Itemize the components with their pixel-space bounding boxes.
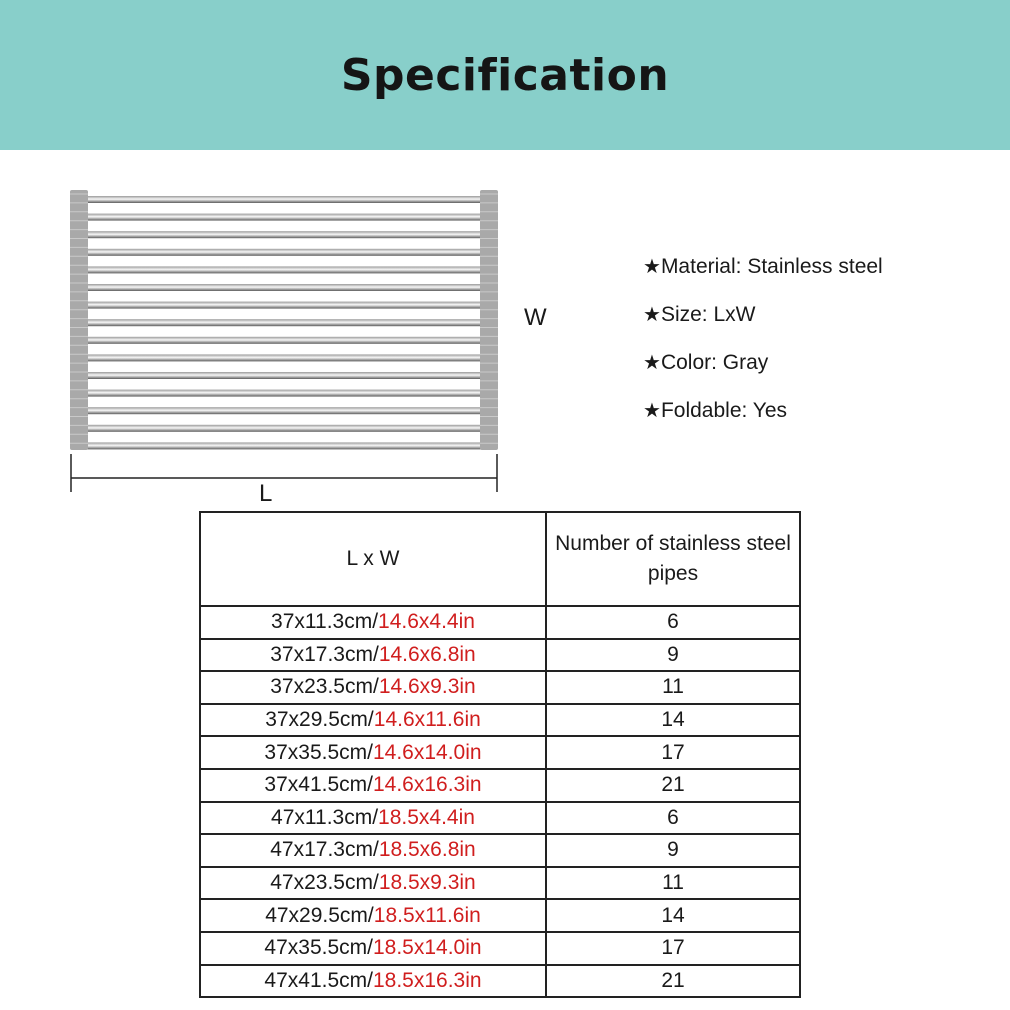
- dish-rack-illustration: [68, 184, 498, 454]
- size-cm: 37x23.5cm/: [270, 675, 379, 699]
- rack-pipe: [82, 372, 484, 379]
- rack-left-end: [70, 190, 88, 450]
- rack-pipe: [82, 337, 484, 344]
- rack-pipe: [82, 284, 484, 291]
- size-cm: 37x41.5cm/: [264, 773, 373, 797]
- pipes-cell: 9: [546, 834, 800, 867]
- pipes-cell: 11: [546, 671, 800, 704]
- size-cm: 47x17.3cm/: [270, 838, 379, 862]
- table-row: [200, 704, 800, 737]
- size-inch: 18.5x9.3in: [378, 871, 476, 895]
- size-cm: 37x11.3cm/: [271, 610, 379, 634]
- size-table: [199, 511, 801, 998]
- size-inch: 18.5x6.8in: [378, 838, 476, 862]
- size-cm: 37x17.3cm/: [270, 642, 379, 666]
- size-table-body: [200, 606, 800, 997]
- rack-pipe: [82, 390, 484, 397]
- rack-pipe: [82, 266, 484, 273]
- table-header-row: [200, 512, 800, 606]
- rack-pipe: [82, 442, 484, 449]
- spec-foldable: ★Foldable: Yes: [643, 398, 788, 422]
- pipes-cell: 9: [546, 639, 800, 672]
- page-title: Specification: [340, 49, 670, 101]
- size-cell: [200, 965, 546, 998]
- spec-color: ★Color: Gray: [643, 350, 769, 374]
- size-cell: [200, 834, 546, 867]
- star-icon: ★: [643, 350, 661, 374]
- star-icon: ★: [643, 398, 661, 422]
- rack-pipe: [82, 249, 484, 256]
- length-dimension: [66, 450, 502, 496]
- spec-list: [643, 252, 1003, 444]
- rack-pipe: [82, 407, 484, 414]
- rack-pipe: [82, 425, 484, 432]
- rack-right-end: [480, 190, 498, 450]
- rack-pipe: [82, 319, 484, 326]
- table-row: [200, 802, 800, 835]
- size-cm: 37x29.5cm/: [265, 708, 374, 732]
- table-row: [200, 932, 800, 965]
- size-cell: [200, 867, 546, 900]
- size-cm: 37x35.5cm/: [264, 740, 373, 764]
- rack-pipe: [82, 231, 484, 238]
- spec-size: ★Size: LxW: [643, 302, 756, 326]
- size-cm: 47x35.5cm/: [264, 936, 373, 960]
- size-inch: 14.6x4.4in: [378, 610, 475, 634]
- size-cm: 47x11.3cm/: [271, 805, 379, 829]
- size-inch: 18.5x14.0in: [372, 936, 482, 960]
- pipes-cell: 11: [546, 867, 800, 900]
- size-inch: 14.6x9.3in: [378, 675, 476, 699]
- size-cm: 47x41.5cm/: [264, 968, 373, 992]
- header-size: L x W: [200, 512, 546, 606]
- size-inch: 14.6x16.3in: [372, 773, 482, 797]
- star-icon: ★: [643, 254, 661, 278]
- size-cell: [200, 899, 546, 932]
- size-cell: [200, 802, 546, 835]
- table-row: [200, 834, 800, 867]
- table-row: [200, 606, 800, 639]
- size-inch: 14.6x6.8in: [378, 642, 476, 666]
- size-cell: [200, 932, 546, 965]
- rack-pipe: [82, 196, 484, 203]
- size-cell: [200, 671, 546, 704]
- rack-pipe: [82, 354, 484, 361]
- table-row: [200, 965, 800, 998]
- table-row: [200, 639, 800, 672]
- rack-pipes: [82, 196, 484, 449]
- header-banner: [0, 0, 1010, 150]
- rack-pipe: [82, 302, 484, 309]
- pipes-cell: 14: [546, 704, 800, 737]
- width-label: W: [524, 304, 547, 331]
- length-label: L: [259, 480, 273, 507]
- pipes-cell: 6: [546, 802, 800, 835]
- star-icon: ★: [643, 302, 661, 326]
- table-row: [200, 867, 800, 900]
- size-cell: [200, 639, 546, 672]
- size-inch: 18.5x11.6in: [373, 903, 481, 927]
- size-cell: [200, 769, 546, 802]
- pipes-cell: 6: [546, 606, 800, 639]
- size-inch: 18.5x4.4in: [378, 805, 475, 829]
- header-pipes: Number of stainless steel pipes: [546, 512, 800, 606]
- pipes-cell: 14: [546, 899, 800, 932]
- table-row: [200, 671, 800, 704]
- size-inch: 14.6x11.6in: [373, 708, 481, 732]
- size-cell: [200, 704, 546, 737]
- size-cm: 47x29.5cm/: [265, 903, 374, 927]
- spec-material: ★Material: Stainless steel: [643, 254, 883, 278]
- pipes-cell: 17: [546, 736, 800, 769]
- rack-pipe: [82, 214, 484, 221]
- size-cell: [200, 736, 546, 769]
- size-cell: [200, 606, 546, 639]
- table-row: [200, 899, 800, 932]
- pipes-cell: 21: [546, 965, 800, 998]
- size-inch: 18.5x16.3in: [372, 968, 482, 992]
- table-row: [200, 736, 800, 769]
- pipes-cell: 17: [546, 932, 800, 965]
- size-cm: 47x23.5cm/: [270, 871, 379, 895]
- table-row: [200, 769, 800, 802]
- pipes-cell: 21: [546, 769, 800, 802]
- size-inch: 14.6x14.0in: [372, 740, 482, 764]
